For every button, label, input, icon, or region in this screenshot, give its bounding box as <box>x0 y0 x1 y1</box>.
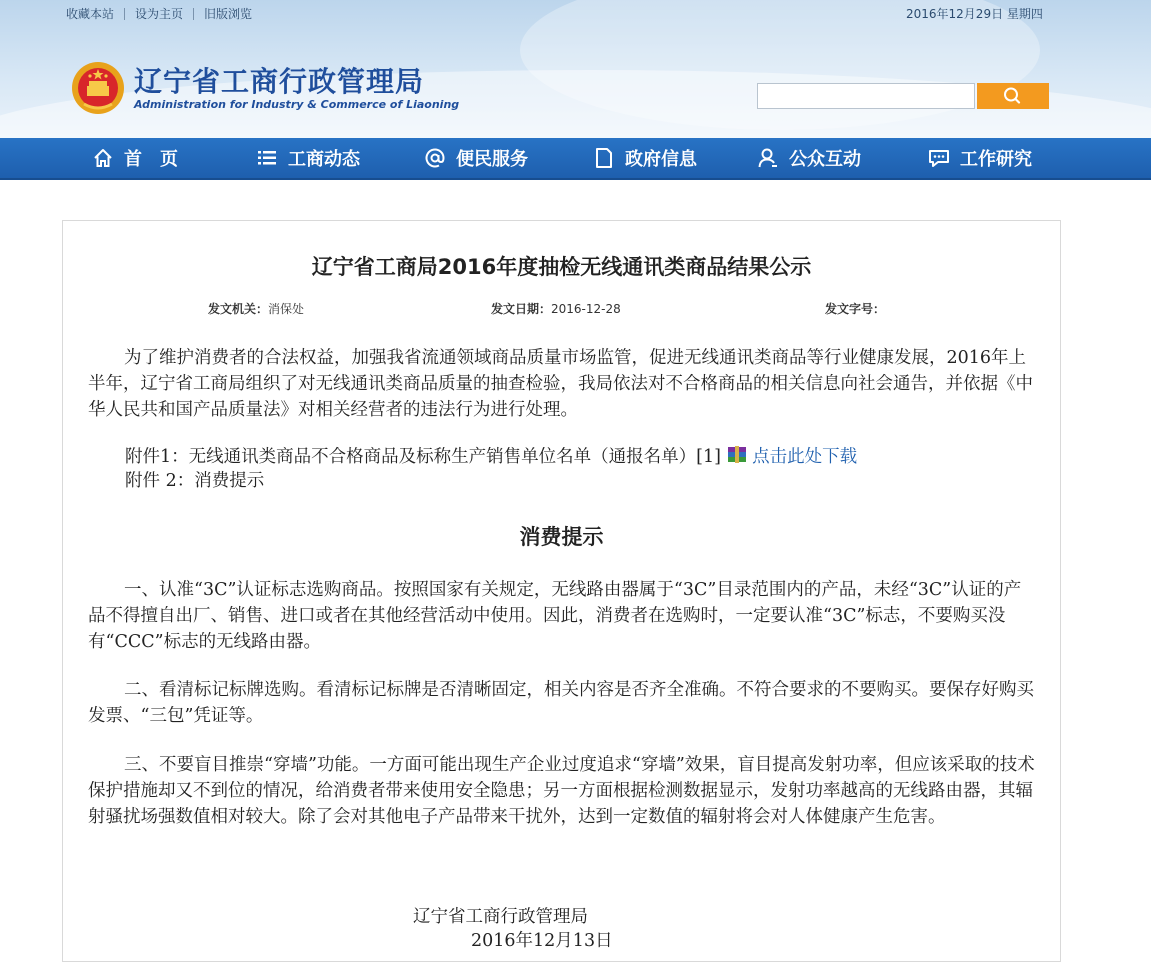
nav-item-work-research[interactable] <box>928 138 1032 178</box>
chat-icon <box>928 147 950 169</box>
article-panel <box>62 220 1061 962</box>
nav-label: 工商动态 <box>288 149 360 170</box>
intro-paragraph: 为了维护消费者的合法权益，加强我省流通领域商品质量市场监管，促进无线通讯类商品等行业健康发展，2016年上半年，辽宁省工商局组织了对无线通讯类商品质量的抽查检验，我局依法对不合格商品的相关信息向社会通告，并依据《中华人民共和国产品质量法》对相关经营者的违法行为进行处理。 <box>88 348 1033 420</box>
meta-date <box>491 300 621 317</box>
nav-item-public-services[interactable] <box>424 138 528 178</box>
nav-item-public-interaction[interactable] <box>757 138 861 178</box>
meta-date-value: 2016-12-28 <box>551 302 621 316</box>
divider <box>193 8 194 20</box>
divider <box>124 8 125 20</box>
signature-date: 2016年12月13日 <box>471 931 613 951</box>
list-icon <box>256 147 278 169</box>
top-links <box>66 5 252 22</box>
meta-issuer-label: 发文机关： <box>208 302 269 316</box>
current-date: 2016年12月29日 星期四 <box>906 7 1043 21</box>
user-icon <box>757 147 779 169</box>
nav-label: 工作研究 <box>960 149 1032 170</box>
site-subtitle: Administration for Industry & Commerce of Liaoning <box>134 98 460 111</box>
site-title: 辽宁省工商行政管理局 <box>134 65 425 98</box>
nav-label: 便民服务 <box>456 149 528 170</box>
main-nav <box>0 138 1151 180</box>
nav-item-business-news[interactable] <box>256 138 360 178</box>
old-version-link[interactable]: 旧版浏览 <box>204 7 253 21</box>
search-button[interactable] <box>977 83 1049 109</box>
tip-paragraph-2: 二、看清标记标牌选购。看清标记标牌是否清晰固定，相关内容是否齐全准确。不符合要求的不要购买。要保存好购买发票、“三包”凭证等。 <box>88 680 1034 726</box>
attachment-1-text: 附件1：无线通讯类商品不合格商品及标称生产销售单位名单（通报名单）[1] <box>125 447 721 467</box>
nav-label: 公众互动 <box>789 149 861 170</box>
at-icon <box>424 147 446 169</box>
archive-file-icon <box>727 446 747 464</box>
home-icon <box>92 147 114 169</box>
national-emblem-logo <box>70 60 126 116</box>
tips-title: 消费提示 <box>519 524 604 549</box>
bookmark-site-link[interactable]: 收藏本站 <box>66 7 115 21</box>
nav-item-government-info[interactable] <box>593 138 697 178</box>
attachment-1 <box>125 443 857 468</box>
search-icon <box>977 83 1049 109</box>
download-link[interactable]: 点击此处下载 <box>752 447 858 467</box>
nav-label: 首 页 <box>124 149 178 170</box>
article-title: 辽宁省工商局2016年度抽检无线通讯类商品结果公示 <box>311 255 812 279</box>
set-homepage-link[interactable]: 设为主页 <box>135 7 184 21</box>
document-icon <box>593 147 615 169</box>
meta-issuer <box>208 300 304 317</box>
search-input[interactable] <box>757 83 975 109</box>
nav-item-home[interactable] <box>92 138 178 178</box>
meta-doc-number <box>825 300 885 317</box>
attachment-2: 附件 2：消费提示 <box>125 471 265 491</box>
tip-paragraph-1: 一、认准“3C”认证标志选购商品。按照国家有关规定，无线路由器属于“3C”目录范围内的产品，未经“3C”认证的产品不得擅自出厂、销售、进口或者在其他经营活动中使用。因此，消费者在选购时，一定要认准“3C”标志，不要购买没有“CCC”标志的无线路由器。 <box>88 580 1022 652</box>
page-header <box>0 0 1151 138</box>
signature-issuer: 辽宁省工商行政管理局 <box>413 907 588 927</box>
meta-date-label: 发文日期： <box>491 302 552 316</box>
tip-paragraph-3: 三、不要盲目推崇“穿墙”功能。一方面可能出现生产企业过度追求“穿墙”效果，盲目提高发射功率，但应该采取的技术保护措施却又不到位的情况，给消费者带来使用安全隐患；另一方面根据检测数据显示，发射功率越高的无线路由器，其辐射骚扰场强数值相对较大。除了会对其他电子产品带来干扰外，达到一定数值的辐射将会对人体健康产生危害。 <box>88 755 1035 827</box>
meta-issuer-value: 消保处 <box>268 302 305 316</box>
meta-number-label: 发文字号： <box>825 302 886 316</box>
nav-label: 政府信息 <box>625 149 697 170</box>
